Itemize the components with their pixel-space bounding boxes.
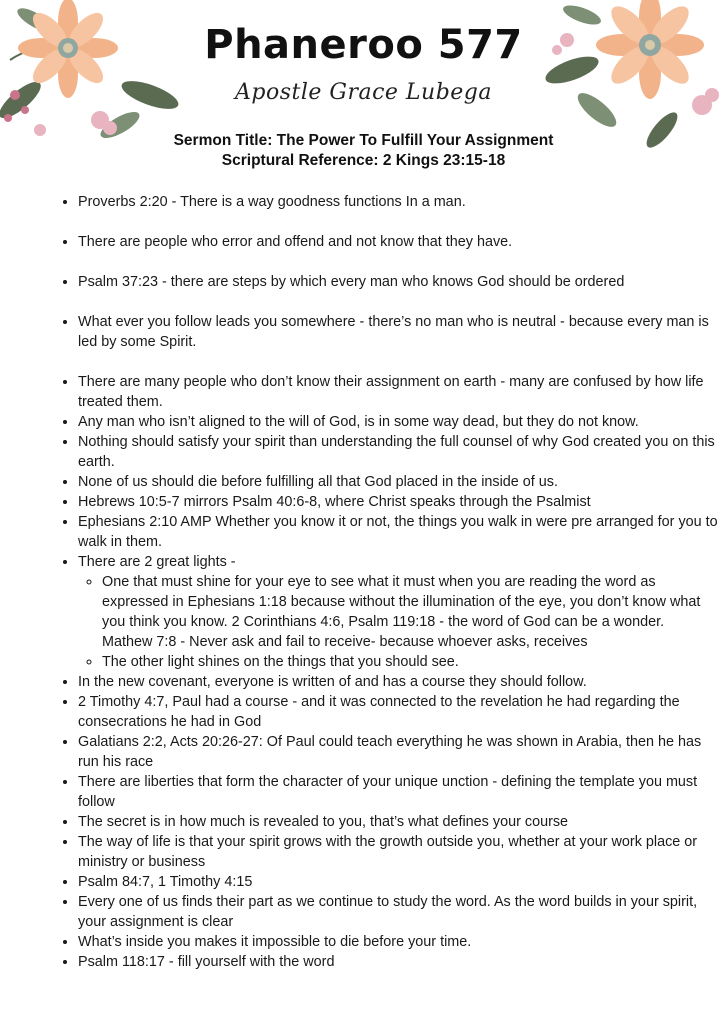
list-item: • The way of life is that your spirit grows with the growth outside you, whether at your work place or ministry or business: [78, 832, 718, 872]
list-item: • 2 Timothy 4:7, Paul had a course - and it was connected to the revelation he had regarding the consecrations he had in God: [78, 692, 718, 732]
list-item: • There are people who error and offend and not know that they have.: [78, 232, 718, 252]
sub-list: [78, 572, 718, 672]
list-item: • There are liberties that form the character of your unique unction - defining the template you must follow: [78, 772, 718, 812]
list-item: • Nothing should satisfy your spirit than understanding the full counsel of why God created you on this earth.: [78, 432, 718, 472]
page-title: Phaneroo 577: [204, 22, 523, 68]
list-item: • Every one of us finds their part as we continue to study the word. As the word builds in your spirit, your assignment is clear: [78, 892, 718, 932]
list-item: • Ephesians 2:10 AMP Whether you know it or not, the things you walk in were pre arranged for you to walk in them.: [78, 512, 718, 552]
sermon-notes-list: [40, 192, 718, 972]
list-item: • Hebrews 10:5-7 mirrors Psalm 40:6-8, where Christ speaks through the Psalmist: [78, 492, 718, 512]
sub-list-item: ◦ The other light shines on the things that you should see.: [102, 652, 718, 672]
sermon-title: Sermon Title: The Power To Fulfill Your Assignment: [173, 132, 554, 149]
list-item: • What ever you follow leads you somewhere - there’s no man who is neutral - because every man is led by some Spirit.: [78, 312, 718, 352]
list-item: • Proverbs 2:20 - There is a way goodness functions In a man.: [78, 192, 718, 212]
list-item: • There are many people who don’t know their assignment on earth - many are confused by how life treated them.: [78, 372, 718, 412]
sub-list-item: ◦ One that must shine for your eye to see what it must when you are reading the word as expressed in Ephesians 1:18 because without the illumination of the eye, you don’t know what you think you know. 2 Corinthians 4:6, Psalm 119:18 - the word of God can be a wonder. Mathew 7:8 - Never ask and fail to receive- because whoever asks, receives: [102, 572, 718, 652]
list-item: • In the new covenant, everyone is written of and has a course they should follow.: [78, 672, 718, 692]
scriptural-reference: Scriptural Reference: 2 Kings 23:15-18: [221, 152, 506, 169]
list-item: • None of us should die before fulfilling all that God placed in the inside of us.: [78, 472, 718, 492]
sermon-heading: [0, 131, 727, 171]
list-item: • What’s inside you makes it impossible to die before your time.: [78, 932, 718, 952]
list-item: • Galatians 2:2, Acts 20:26-27: Of Paul could teach everything he was shown in Arabia, then he has run his race: [78, 732, 718, 772]
author-signature: Apostle Grace Lubega: [234, 80, 493, 105]
list-item: • Any man who isn’t aligned to the will of God, is in some way dead, but they do not know.: [78, 412, 718, 432]
list-item: • Psalm 118:17 - fill yourself with the word: [78, 952, 718, 972]
list-item-text: There are 2 great lights -: [78, 554, 236, 570]
list-item: • Psalm 84:7, 1 Timothy 4:15: [78, 872, 718, 892]
list-item: • Psalm 37:23 - there are steps by which every man who knows God should be ordered: [78, 272, 718, 292]
list-item: • The secret is in how much is revealed to you, that’s what defines your course: [78, 812, 718, 832]
list-item-great-lights: [78, 552, 718, 672]
